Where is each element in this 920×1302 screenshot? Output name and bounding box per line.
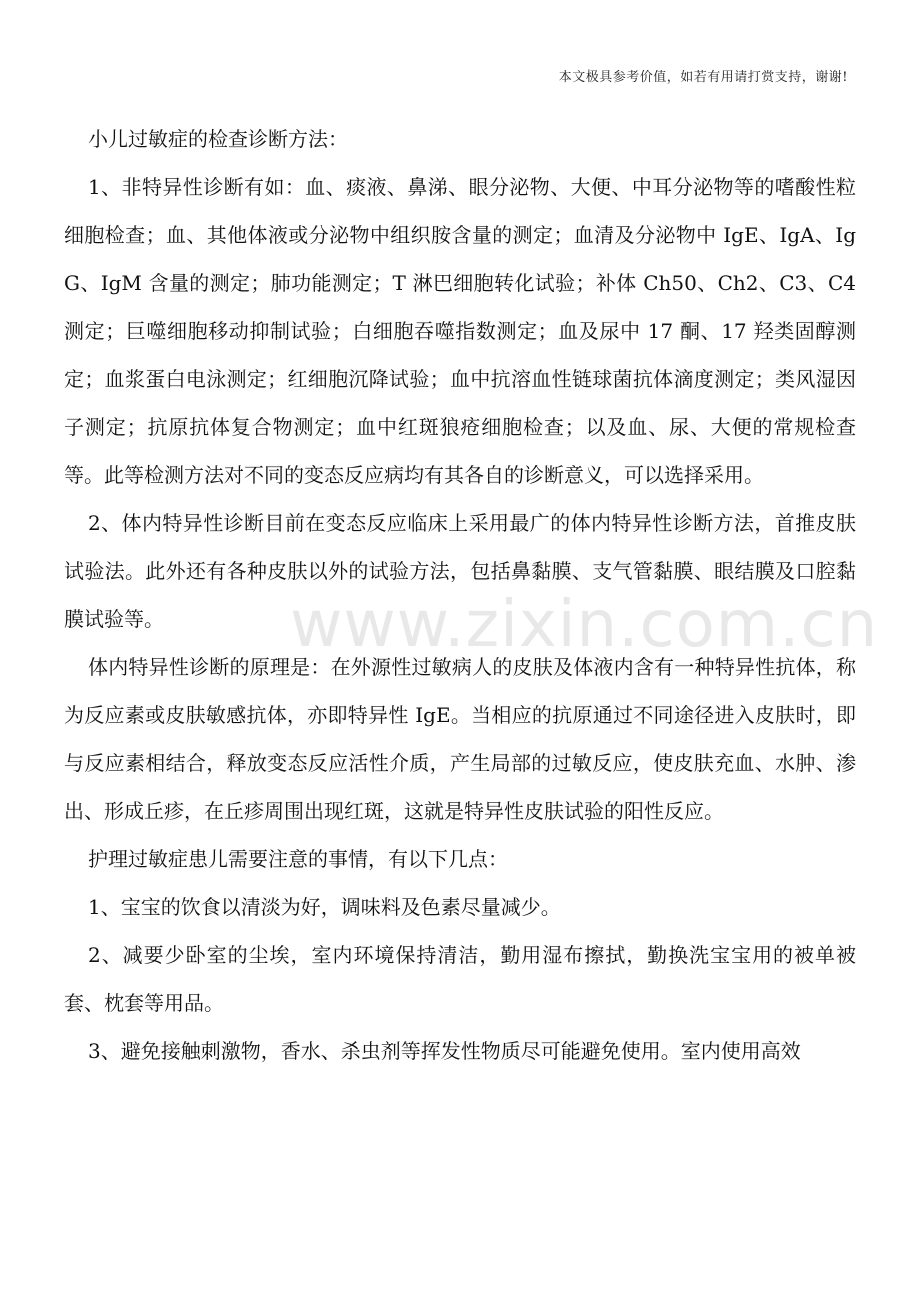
paragraph-care-dust: 2、减要少卧室的尘埃，室内环境保持清洁，勤用湿布擦拭，勤换洗宝宝用的被单被套、枕套等用品。	[64, 943, 856, 1015]
paragraph-care-irritants: 3、避免接触刺激物，香水、杀虫剂等挥发性物质尽可能避免使用。室内使用高效	[88, 1039, 801, 1063]
document-body	[64, 115, 856, 1075]
watermark-text: www.zixin.com.cn	[290, 588, 879, 662]
section-heading-diagnosis: 小儿过敏症的检查诊断方法：	[88, 127, 348, 151]
section-heading-care: 护理过敏症患儿需要注意的事情，有以下几点：	[88, 847, 508, 871]
paragraph-in-vivo-diagnosis: 2、体内特异性诊断目前在变态反应临床上采用最广的体内特异性诊断方法，首推皮肤试验法。此外还有各种皮肤以外的试验方法，包括鼻黏膜、支气管黏膜、眼结膜及口腔黏膜试验等。	[64, 511, 856, 631]
paragraph-nonspecific-diagnosis: 1、非特异性诊断有如：血、痰液、鼻涕、眼分泌物、大便、中耳分泌物等的嗜酸性粒细胞检查；血、其他体液或分泌物中组织胺含量的测定；血清及分泌物中 IgE、IgA、IgG、IgM 含量的测定；肺功能测定；T 淋巴细胞转化试验；补体 Ch50、Ch2、C3、C4 测定；巨噬细胞移动抑制试验；白细胞吞噬指数测定；血及尿中 17 酮、17 羟类固醇测定；血浆蛋白电泳测定；红细胞沉降试验；血中抗溶血性链球菌抗体滴度测定；类风湿因子测定；抗原抗体复合物测定；血中红斑狼疮细胞检查；以及血、尿、大便的常规检查等。此等检测方法对不同的变态反应病均有其各自的诊断意义，可以选择采用。	[64, 175, 856, 487]
paragraph-principle: 体内特异性诊断的原理是：在外源性过敏病人的皮肤及体液内含有一种特异性抗体，称为反应素或皮肤敏感抗体，亦即特异性 IgE。当相应的抗原通过不同途径进入皮肤时，即与反应素相结合，释放变态反应活性介质，产生局部的过敏反应，使皮肤充血、水肿、渗出、形成丘疹，在丘疹周围出现红斑，这就是特异性皮肤试验的阳性反应。	[64, 655, 856, 823]
paragraph-care-diet: 1、宝宝的饮食以清淡为好，调味料及色素尽量减少。	[88, 895, 561, 919]
header-note: 本文极具参考价值，如若有用请打赏支持，谢谢!	[558, 70, 848, 85]
